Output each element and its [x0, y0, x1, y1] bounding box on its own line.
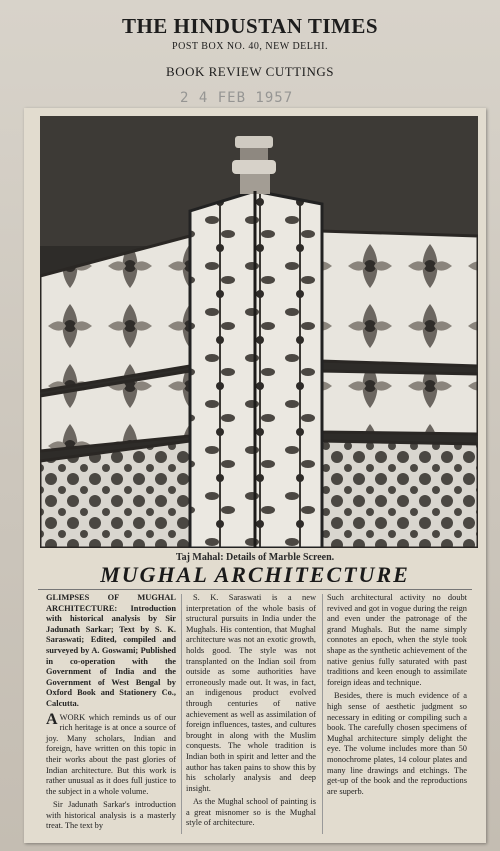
section-label: BOOK REVIEW CUTTINGS	[166, 64, 334, 79]
marble-screen-illustration	[40, 116, 478, 548]
book-info: GLIMPSES OF MUGHAL ARCHITECTURE: Introduction with historical analysis by Sir Jadunath Sarkar; Text by S. K. Saraswati; Edited, compiled and surveyed by A. Goswami; Published in co-operation with the Government of India and the Government of West Bengal by Oxford Book and Stationery Co., Calcutta.	[46, 593, 176, 708]
date-stamp: 2 4 FEB 1957	[180, 90, 294, 106]
newspaper-title: THE HINDUSTAN TIMES	[121, 14, 379, 38]
paragraph: Such architectural activity no doubt revived and got in vogue during the reign and even under the patronage of the grand Mughals. But the name simply connotes an epoch, when the style took shape as the synthetic achievement of the native genius fully saturated with past traditions and keen enough to assimilate foreign ideas and technique.	[327, 593, 467, 687]
column-divider	[181, 594, 182, 834]
newspaper-clipping	[24, 108, 486, 843]
paragraph: AWORK which reminds us of our rich heritage is at once a source of joy. Many scholars, Indian and foreign, have written on this topic in their works about the past glories of Indian architecture. But this work is rather unusual as it does full justice to the subject in a whole volume.	[46, 710, 176, 796]
marble-screen-photo	[40, 116, 478, 548]
paragraph: S. K. Saraswati is a new interpretation of the whole basis of structural pursuits in India under the Mughals. His contention, that Mughal architecture was not an exotic growth, holds good. The style was not transplanted on the Indian soil from outside as some authorities have erroneously made out. It was, in fact, an indigenous product evolved through centuries of native achievement as well as assimilation of foreign influences, tastes, and cultures brought in along with the Muslim conquests. The whole tradition is Indian both in spirit and letter and the author has taken pains to show this by his scholarly analysis and deep insight.	[186, 593, 316, 793]
drop-cap: A	[46, 710, 58, 728]
photo-caption: Taj Mahal: Details of Marble Screen.	[175, 552, 335, 563]
paragraph: Besides, there is much evidence of a high sense of aesthetic judgment so necessary in editing or compiling such a book. The carefully chosen specimens of Mughal architecture simply delight the eye. The volume includes more than 50 monochrome plates, 14 colour plates and many line drawings and etchings. The get-up of the book and the reproductions are superb.	[327, 691, 467, 796]
paragraph: As the Mughal school of painting is a great misnomer so is the Mughal style of architecture.	[186, 797, 316, 828]
paragraph: Sir Jadunath Sarkar's introduction with historical analysis is a masterly treat. The text by	[46, 800, 176, 831]
column-divider	[322, 594, 323, 834]
article-column-2	[186, 593, 316, 832]
article-column-3	[327, 593, 467, 800]
article-column-1	[46, 593, 176, 835]
article-headline: MUGHAL ARCHITECTURE	[38, 562, 472, 590]
clipping-header	[60, 6, 440, 80]
newspaper-address: POST BOX NO. 40, NEW DELHI.	[172, 41, 328, 52]
